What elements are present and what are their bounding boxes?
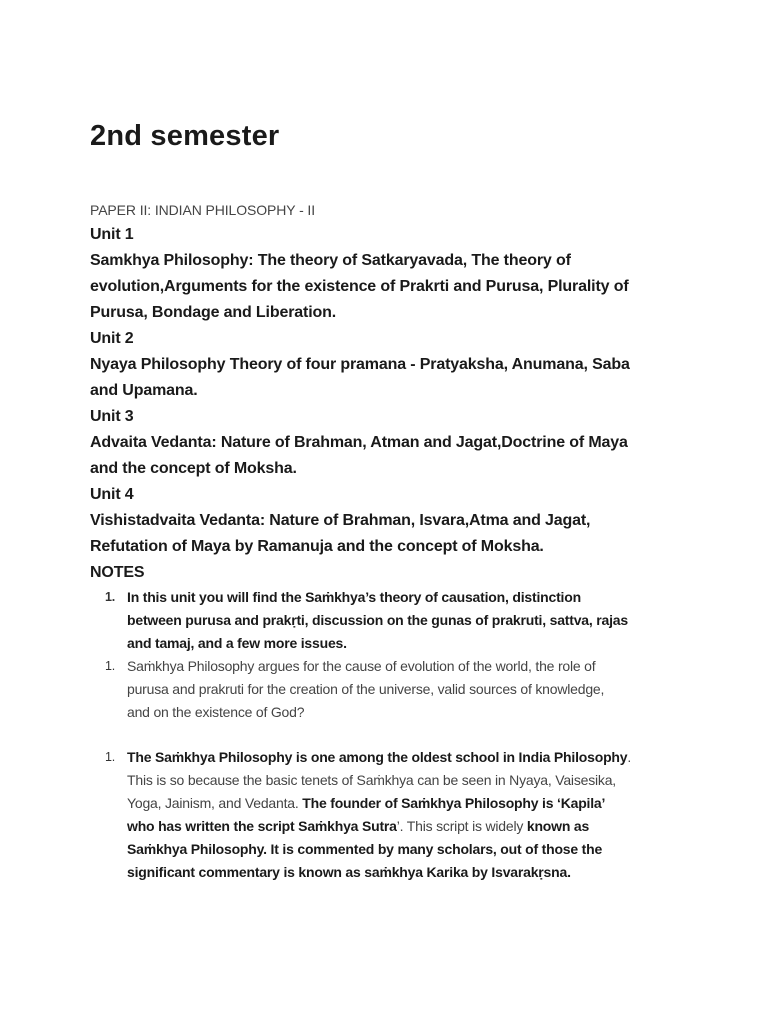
note-line: purusa and prakruti for the creation of the universe, valid sources of knowledge, [127,681,605,697]
notes-list-continued [90,746,690,884]
note-line: In this unit you will find the Saṁkhya’s theory of causation, distinction [127,589,581,605]
note-bold-text: The Saṁkhya Philosophy is one among the oldest school in India Philosophy [127,749,628,765]
unit-heading: Unit 2 [90,330,134,347]
unit-heading: Unit 1 [90,226,134,243]
note-number: 1. [105,590,116,604]
note-line: Saṁkhya Philosophy. It is commented by many scholars, out of those the [127,841,603,857]
note-text: ’. This script is widely [396,818,527,834]
unit-2 [90,326,690,404]
note-line [127,815,690,838]
note-line: Saṁkhya Philosophy argues for the cause of evolution of the world, the role of [127,658,596,674]
unit-description-line: Refutation of Maya by Ramanuja and the concept of Moksha. [90,538,544,555]
unit-description-line: Advaita Vedanta: Nature of Brahman, Atman and Jagat,Doctrine of Maya [90,434,628,451]
note-text: Yoga, Jainism, and Vedanta. [127,795,303,811]
unit-heading: Unit 3 [90,408,134,425]
note-number: 1. [105,750,116,764]
unit-description-line: Purusa, Bondage and Liberation. [90,304,337,321]
note-bold-text: who has written the script Saṁkhya Sutra [127,818,397,834]
note-line: between purusa and prakṛti, discussion on the gunas of prakruti, sattva, rajas [127,612,628,628]
unit-description-line: evolution,Arguments for the existence of Prakrti and Purusa, Plurality of [90,278,629,295]
note-line [127,746,690,769]
note-line: This is so because the basic tenets of Saṁkhya can be seen in Nyaya, Vaisesika, [127,772,616,788]
note-line: and on the existence of God? [127,704,305,720]
note-item [90,586,690,655]
page-title: 2nd semester [90,120,280,152]
unit-description-line: Vishistadvaita Vedanta: Nature of Brahman, Isvara,Atma and Jagat, [90,512,591,529]
note-line: significant commentary is known as saṁkhya Karika by Isvarakṛsna. [127,864,571,880]
note-number: 1. [105,659,116,673]
unit-3 [90,404,690,482]
notes-list [90,586,690,724]
note-line: and tamaj, and a few more issues. [127,635,347,651]
unit-description-line: and the concept of Moksha. [90,460,297,477]
unit-description-line: Nyaya Philosophy Theory of four pramana - Pratyaksha, Anumana, Saba [90,356,630,373]
document-content [90,198,690,884]
note-text: . [627,749,632,765]
unit-description-line: Samkhya Philosophy: The theory of Satkaryavada, The theory of [90,252,571,269]
notes-heading: NOTES [90,564,145,581]
unit-1 [90,222,690,326]
note-item [90,655,690,724]
unit-heading: Unit 4 [90,486,134,503]
note-line [127,792,690,815]
unit-4 [90,482,690,560]
paragraph-gap [90,724,690,746]
unit-description-line: and Upamana. [90,382,198,399]
note-bold-text: The founder of Saṁkhya Philosophy is ‘Kapila’ [302,795,606,811]
note-item [90,746,690,884]
note-bold-text: known as [526,818,590,834]
paper-subtitle: PAPER II: INDIAN PHILOSOPHY - II [90,202,316,218]
